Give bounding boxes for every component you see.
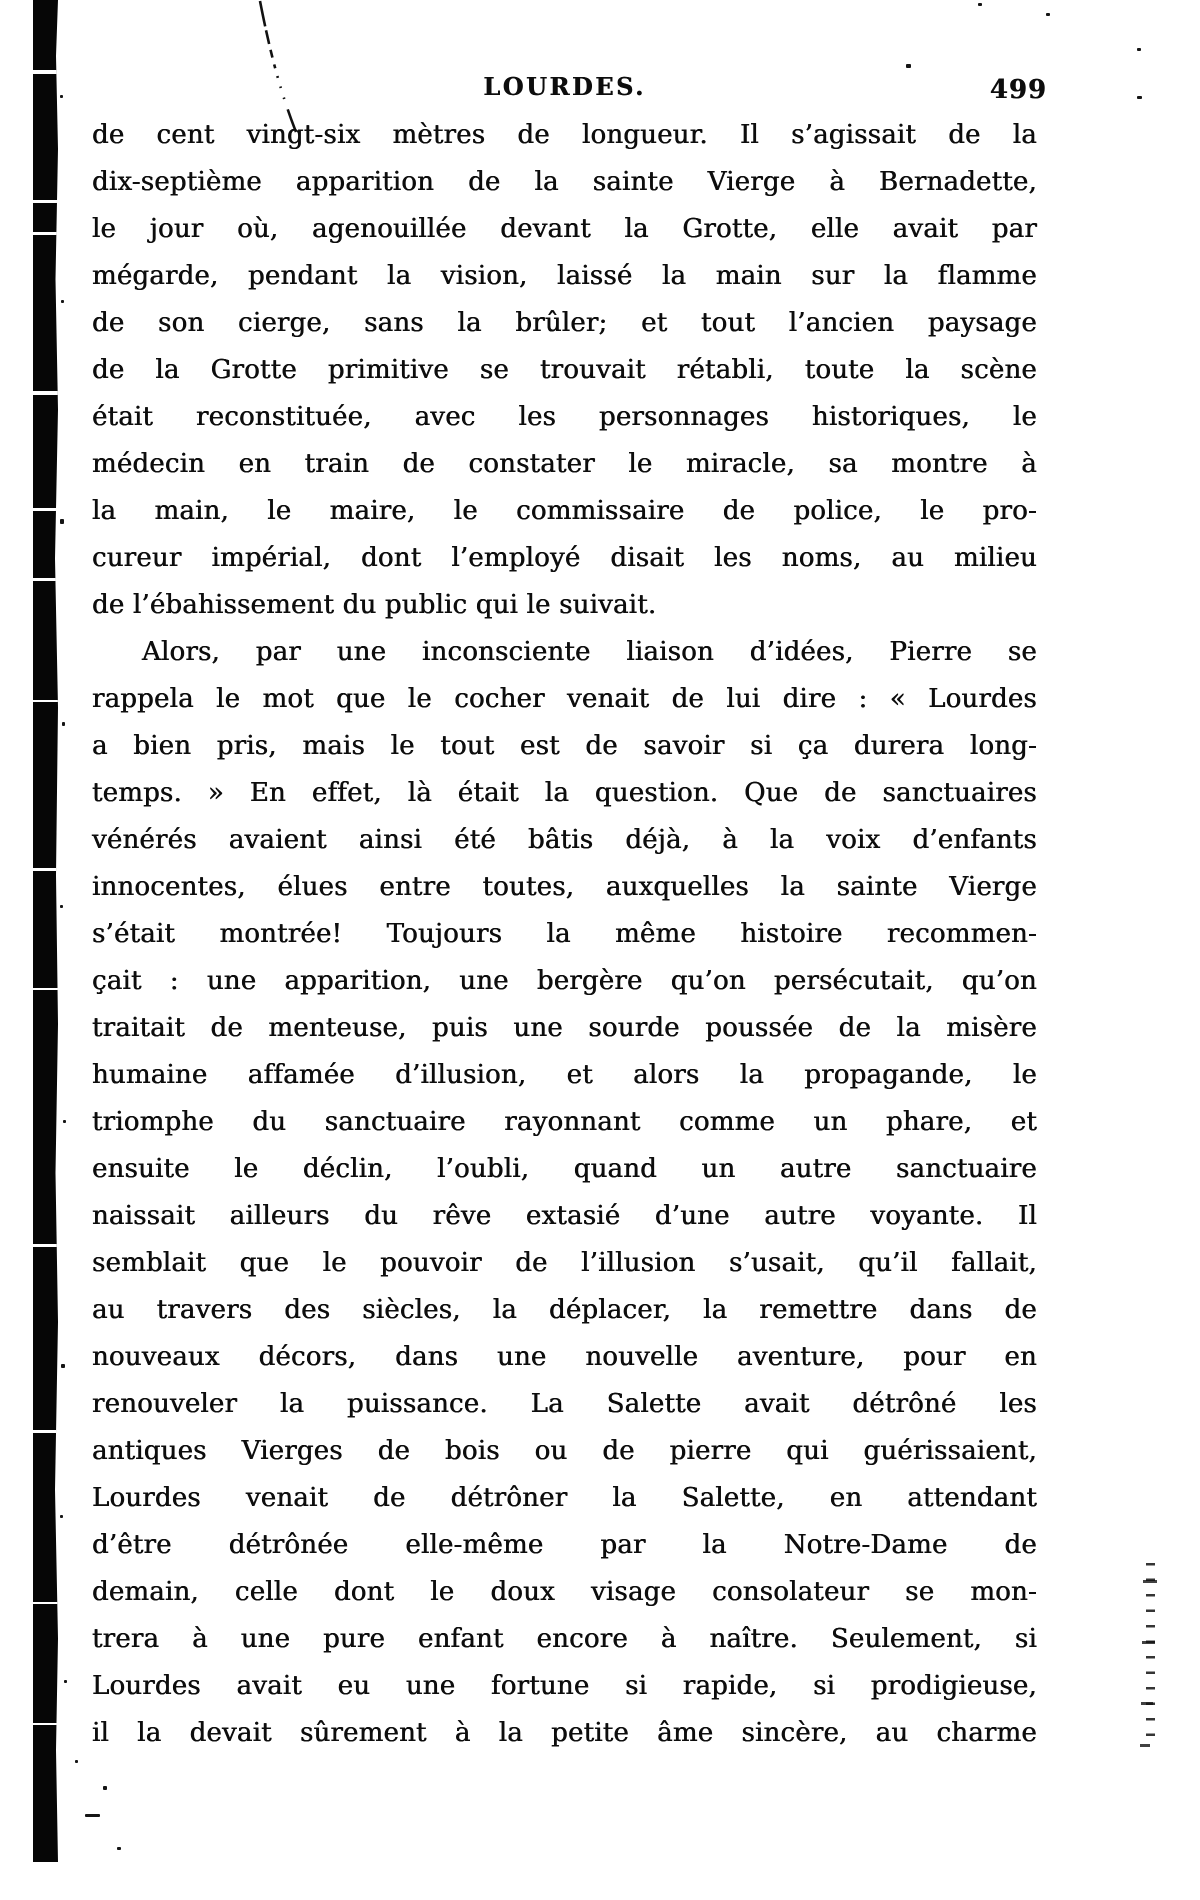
text-line: nouveaux décors, dans une nouvelle aventure, pour en: [92, 1342, 1037, 1372]
text-line: de la Grotte primitive se trouvait rétabli, toute la scène: [92, 355, 1037, 385]
dust-speck: [61, 1364, 65, 1368]
page-title: LOURDES.: [483, 72, 646, 101]
text-line: au travers des siècles, la déplacer, la remettre dans de: [92, 1295, 1037, 1325]
text-line: demain, celle dont le doux visage consolateur se mon-: [92, 1577, 1037, 1607]
text-line: mégarde, pendant la vision, laissé la main sur la flamme: [92, 261, 1037, 291]
dust-speck: [64, 1680, 67, 1683]
text-line: était reconstituée, avec les personnages historiques, le: [92, 402, 1037, 432]
dust-speck: [906, 64, 911, 68]
dust-speck: [85, 1814, 100, 1817]
dust-speck: [1137, 48, 1141, 51]
text-line: cureur impérial, dont l’employé disait les noms, au milieu: [92, 543, 1037, 573]
text-line: trera à une pure enfant encore à naître. Seulement, si: [92, 1624, 1037, 1654]
page-edge-marks: [1146, 1563, 1155, 1749]
dust-speck: [60, 905, 63, 908]
text-line: Alors, par une inconsciente liaison d’idées, Pierre se: [142, 637, 1037, 667]
text-line: de son cierge, sans la brûler; et tout l’ancien paysage: [92, 308, 1037, 338]
text-line: vénérés avaient ainsi été bâtis déjà, à la voix d’enfants: [92, 825, 1037, 855]
page-edge-mark: [1141, 1702, 1153, 1705]
dust-speck: [60, 95, 63, 98]
dust-speck: [60, 1515, 63, 1518]
text-line: antiques Vierges de bois ou de pierre qui guérissaient,: [92, 1436, 1037, 1466]
dust-speck: [75, 1760, 78, 1763]
text-line: temps. » En effet, là était la question. Que de sanctuaires: [92, 778, 1037, 808]
text-line: médecin en train de constater le miracle, sa montre à: [92, 449, 1037, 479]
text-line: çait : une apparition, une bergère qu’on persécutait, qu’on: [92, 966, 1037, 996]
text-line: ensuite le déclin, l’oubli, quand un autre sanctuaire: [92, 1154, 1037, 1184]
text-line: d’être détrônée elle-même par la Notre-Dame de: [92, 1530, 1037, 1560]
page-edge-mark: [1143, 1580, 1157, 1583]
running-head: [92, 72, 1047, 108]
dust-speck: [63, 1120, 66, 1123]
text-line: s’était montrée! Toujours la même histoire recommen-: [92, 919, 1037, 949]
binding-shadow-bar: [33, 0, 58, 1862]
text-line: renouveler la puissance. La Salette avait détrôné les: [92, 1389, 1037, 1419]
text-line: innocentes, élues entre toutes, auxquelles la sainte Vierge: [92, 872, 1037, 902]
text-line: le jour où, agenouillée devant la Grotte, elle avait par: [92, 214, 1037, 244]
text-line: il la devait sûrement à la petite âme sincère, au charme: [92, 1718, 1037, 1748]
text-line: Lourdes avait eu une fortune si rapide, si prodigieuse,: [92, 1671, 1037, 1701]
text-line: de cent vingt-six mètres de longueur. Il s’agissait de la: [92, 120, 1037, 150]
text-line: rappela le mot que le cocher venait de lui dire : « Lourdes: [92, 684, 1037, 714]
text-line: humaine affamée d’illusion, et alors la propagande, le: [92, 1060, 1037, 1090]
text-line: Lourdes venait de détrôner la Salette, en attendant: [92, 1483, 1037, 1513]
text-line: la main, le maire, le commissaire de police, le pro-: [92, 496, 1037, 526]
page-edge-mark: [1142, 1641, 1155, 1644]
text-line: de l’ébahissement du public qui le suivait.: [92, 590, 657, 620]
text-line: a bien pris, mais le tout est de savoir si ça durera long-: [92, 731, 1037, 761]
dust-speck: [61, 300, 64, 303]
page-edge-mark: [1140, 1744, 1150, 1747]
dust-speck: [103, 1786, 107, 1790]
text-line: triomphe du sanctuaire rayonnant comme un phare, et: [92, 1107, 1037, 1137]
text-line: naissait ailleurs du rêve extasié d’une autre voyante. Il: [92, 1201, 1037, 1231]
text-line: dix-septième apparition de la sainte Vierge à Bernadette,: [92, 167, 1037, 197]
text-line: semblait que le pouvoir de l’illusion s’usait, qu’il fallait,: [92, 1248, 1037, 1278]
dust-speck: [1137, 96, 1142, 99]
dust-speck: [978, 3, 982, 6]
text-line: traitait de menteuse, puis une sourde poussée de la misère: [92, 1013, 1037, 1043]
dust-speck: [1046, 13, 1050, 16]
dust-speck: [60, 519, 64, 524]
dust-speck: [62, 722, 65, 726]
page-number: 499: [989, 75, 1047, 105]
text-column: [92, 112, 1037, 1757]
dust-speck: [117, 1847, 121, 1850]
